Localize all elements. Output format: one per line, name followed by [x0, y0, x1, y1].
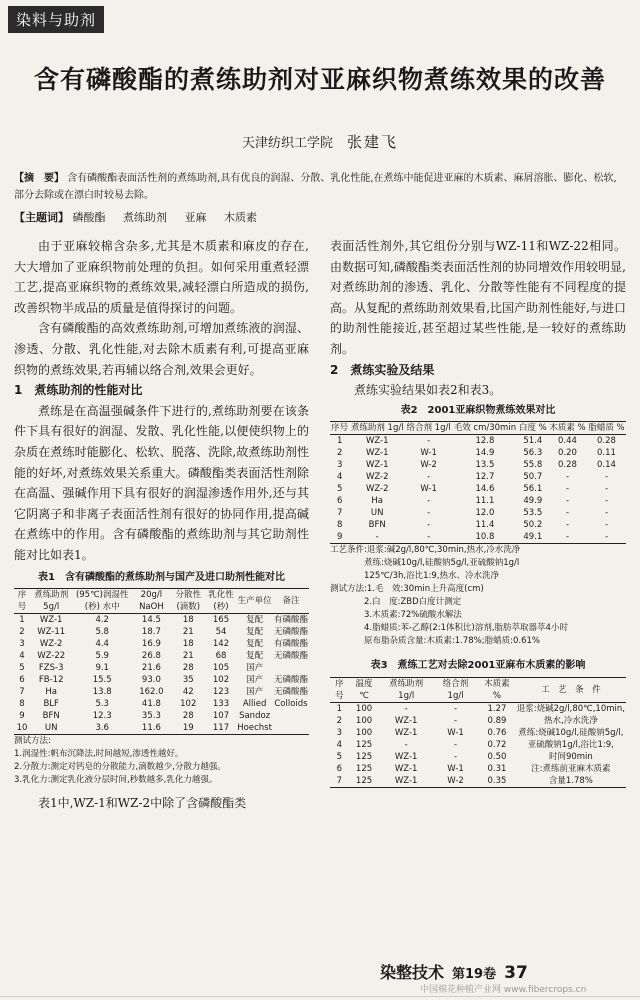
table-cell: -	[604, 484, 609, 495]
table-cell: 0.20	[558, 448, 577, 459]
table-cell: 14.9	[475, 448, 495, 459]
table-cell: 5.3	[95, 699, 109, 710]
table-cell: 102	[212, 675, 230, 686]
table2-header-cell: 毛效 cm/30min	[453, 423, 517, 434]
table3-header-cell: 煮练助剂 1g/l	[379, 677, 433, 702]
table-cell: -	[565, 496, 570, 507]
table-cell: 11.1	[475, 496, 495, 507]
table3-header-cell: 序号	[330, 677, 349, 702]
table-cell: 42	[182, 687, 194, 698]
table-cell: 100	[355, 727, 373, 738]
table-cell: 117	[212, 723, 230, 734]
table-cell: 8	[336, 520, 343, 531]
table-cell	[273, 662, 309, 674]
table1-header-cell: 序号	[14, 589, 30, 614]
intro-paragraph: 由于亚麻较棉含杂多,尤其是木质素和麻皮的存在,大大增加了亚麻织物前处理的负担。如何采用重煮轻漂工艺,提高亚麻织物的煮练效果,减轻漂白所造成的损伤,改善织物半成品的质量是值得探讨的问题。	[14, 239, 309, 315]
table-cell: 1.27	[487, 703, 507, 714]
table2-header-cell: 序号	[331, 423, 349, 434]
table3-header-cell: 工 艺 条 件	[516, 677, 626, 702]
table-note: 工艺条件:退浆:碱2g/l,80℃,30min,热水,冷水洗净	[330, 545, 521, 556]
table-cell: 125	[355, 763, 373, 774]
table-cell: 13.5	[475, 460, 495, 471]
table1-header-cell: 20g/l NaOH	[132, 589, 171, 614]
table-cell: 国产	[246, 687, 264, 698]
table-cell: 50.7	[523, 472, 543, 483]
table-cell: 28	[182, 711, 194, 722]
abstract	[14, 170, 626, 204]
table-cell: -	[604, 532, 609, 543]
table-cell: 21	[182, 627, 194, 638]
table2	[330, 421, 626, 544]
table-cell: 12.8	[475, 436, 495, 447]
table-cell: 9.1	[95, 663, 109, 674]
table-cell: Colloids	[274, 699, 308, 710]
table-cell: 亚硫酸钠1g/l,浴比1:9,	[527, 739, 614, 750]
table-cell: 107	[212, 711, 230, 722]
table-cell: WZ-1	[39, 615, 63, 626]
table-cell: -	[565, 472, 570, 483]
table-cell: -	[427, 472, 431, 483]
table-row	[330, 471, 626, 483]
table-cell: 3	[336, 460, 343, 471]
table-note: 3.木质素:72%硫酸水解法	[330, 610, 462, 621]
table-cell: 0.76	[487, 727, 507, 738]
table-row	[14, 638, 309, 650]
table-cell: 7	[336, 775, 343, 786]
table-cell: WZ-1	[394, 775, 418, 786]
table-cell: 9	[19, 711, 25, 722]
table-cell: 0.28	[558, 460, 577, 471]
volume: 第19卷	[452, 967, 497, 982]
table-cell: 3.6	[95, 723, 109, 734]
table-cell: 123	[212, 687, 230, 698]
table-cell: 复配	[246, 627, 264, 638]
keyword: 木质素	[224, 211, 257, 224]
table-cell: 1	[336, 436, 343, 447]
table-row	[14, 686, 309, 698]
keyword: 磷酸酯	[72, 211, 106, 224]
table-cell: 133	[212, 699, 230, 710]
table-cell: 18.7	[141, 627, 161, 638]
table-cell: 复配	[246, 615, 264, 626]
table1-header-cell: 生产单位	[236, 589, 273, 614]
table-row	[14, 662, 309, 674]
table-cell: 54	[215, 627, 227, 638]
table1-header-cell: 乳化性(秒)	[206, 589, 237, 614]
table-row	[330, 727, 626, 739]
table2-notes	[330, 544, 626, 648]
section2-intro: 煮练实验结果如表2和表3。	[354, 383, 502, 398]
table-row	[330, 775, 626, 788]
table-cell: 12.0	[475, 508, 495, 519]
table-cell: 105	[212, 663, 230, 674]
table-cell: 5	[19, 663, 25, 674]
table-cell: 15.5	[92, 675, 112, 686]
table-cell: 5.9	[95, 651, 109, 662]
table-cell: 0.89	[487, 715, 507, 726]
table-cell: 68	[215, 651, 227, 662]
table-cell: WZ-2	[365, 472, 389, 483]
continuation-paragraph: 表面活性剂外,其它组份分别与WZ-11和WZ-22相同。由数据可知,磷酸酯类表面活性剂的协同增效作用较明显,对煮练助剂的渗透、乳化、分散等性能有不同程度的提高。从复配的煮练助剂效果看,比国产助剂性能好,与进口的助剂性能接近,甚至超过某些性能,是一较好的煮练助剂。	[330, 239, 626, 356]
section-tag: 染料与助剂	[8, 6, 104, 33]
table-cell: WZ-1	[394, 727, 418, 738]
table-cell: 有磷酸酯	[273, 639, 308, 650]
table-cell: -	[604, 496, 609, 507]
table1-header-cell: (95℃)润湿性(秒) 水中	[72, 589, 132, 614]
table-cell: WZ-1	[394, 763, 418, 774]
table-cell: 35.3	[141, 711, 161, 722]
table2-header-cell: 木质素 %	[549, 423, 586, 434]
keyword: 煮练助剂	[123, 211, 167, 224]
table-cell: 41.8	[141, 699, 161, 710]
table-cell: 0.50	[487, 751, 507, 762]
table-cell: 8	[19, 699, 25, 710]
table-cell: 19	[182, 723, 194, 734]
table-cell: 11.4	[475, 520, 495, 531]
table-cell: 复配	[246, 639, 264, 650]
table-cell: 0.44	[558, 436, 577, 447]
journal-name: 染整技术	[380, 963, 445, 982]
table-cell: 含量1.78%	[548, 775, 593, 786]
table-cell	[273, 722, 309, 735]
table-cell: 1	[336, 703, 343, 714]
table-cell: 煮练:烧碱10g/l,硅酸钠5g/l,	[518, 727, 624, 738]
table1-header-cell: 煮练助剂 5g/l	[30, 589, 72, 614]
table-cell: WZ-1	[394, 715, 418, 726]
table-cell: 56.3	[523, 448, 543, 459]
table-cell: -	[454, 715, 458, 726]
table-cell: -	[454, 703, 458, 714]
table3-caption: 表3 煮练工艺对去除2001亚麻布木质素的影响	[370, 660, 586, 672]
table-cell	[273, 710, 309, 722]
table1-caption: 表1 含有磷酸酯的煮练助剂与国产及进口助剂性能对比	[38, 571, 285, 583]
table-cell: WZ-1	[365, 436, 389, 447]
table-cell: 7	[336, 508, 343, 519]
table-row	[330, 435, 626, 448]
table2-header-cell: 白度 %	[518, 423, 547, 434]
keyword: 亚麻	[184, 211, 207, 224]
right-column	[330, 236, 626, 788]
table-cell: W-1	[420, 484, 437, 495]
table2-header-cell: 煮练助剂 1g/l	[350, 423, 404, 434]
table1	[14, 588, 309, 735]
table-cell: 14.5	[141, 615, 161, 626]
table-cell: 6	[336, 763, 343, 774]
table-note: 测试方法:	[14, 736, 51, 747]
table-cell: UN	[44, 723, 58, 734]
table-row	[330, 483, 626, 495]
table-row	[14, 650, 309, 662]
table-cell: W-1	[447, 727, 464, 738]
table-cell: 51.4	[523, 436, 543, 447]
section-heading: 1 煮练助剂的性能对比	[14, 383, 143, 398]
table-cell: 28	[182, 663, 194, 674]
table-cell: FZS-3	[38, 663, 64, 674]
table-cell: 复配	[246, 651, 264, 662]
section1-paragraph: 煮练是在高温强碱条件下进行的,煮练助剂要在该条件下具有很好的润湿、发散、乳化性能,以便使织物上的杂质在煮练时能膨化、松软、脱落、洗除,故煮练助剂性能的好坏,对煮练效果关系重大。磷酸酯类表面活性剂除在高温、强碱作用下具有很好的润湿渗透作用外,还与其它阴离子和非离子表面活性剂有很好的协同作用,提高碱在煮练中的作用。含有磷酸酯的煮练助剂与其它助剂性能对比如表1。	[14, 403, 309, 562]
table-cell: 0.14	[597, 460, 616, 471]
table-cell: 16.9	[141, 639, 161, 650]
table-row	[14, 614, 309, 627]
table2-header-cell: 脂蜡质 %	[588, 423, 625, 434]
table-cell: 无磷酸酯	[273, 675, 308, 686]
table-cell: W-1	[420, 448, 437, 459]
table-row	[14, 698, 309, 710]
table-cell: -	[427, 532, 431, 543]
table-cell: BLF	[43, 699, 59, 710]
table-cell: 4	[19, 651, 25, 662]
table-cell: 退浆:烧碱2g/l,80℃,10min,	[516, 703, 625, 714]
table-row	[330, 519, 626, 531]
table-cell: -	[454, 739, 458, 750]
table-cell: 6	[19, 675, 25, 686]
table3-header-cell: 温度 ℃	[349, 677, 380, 702]
table-cell: WZ-2	[39, 639, 63, 650]
table-cell: Hoechst	[237, 723, 272, 734]
table-cell: -	[565, 508, 570, 519]
table-cell: 93.0	[141, 675, 161, 686]
table-cell: 100	[355, 715, 373, 726]
table-cell: 国产	[246, 675, 264, 686]
table-row	[14, 710, 309, 722]
table-cell: 2	[336, 715, 343, 726]
table-cell: 4	[336, 739, 343, 750]
table-cell: -	[565, 484, 570, 495]
table-cell: UN	[370, 508, 384, 519]
table-cell: 无磷酸酯	[273, 627, 308, 638]
table-row	[330, 531, 626, 544]
table-cell: 162.0	[139, 687, 164, 698]
table-cell: 21.6	[141, 663, 161, 674]
watermark: 中国棉花种植产业网 www.fibercrops.cn	[420, 985, 587, 995]
table-cell: FB-12	[38, 675, 64, 686]
table-cell: 时间90min	[548, 751, 593, 762]
table-cell: 18	[182, 639, 194, 650]
table-cell: 102	[180, 699, 197, 710]
table-cell: -	[565, 520, 570, 531]
table-cell: 125	[355, 739, 373, 750]
intro-paragraph: 含有磷酸酯的高效煮练助剂,可增加煮练液的润湿、渗透、分散、乳化性能,对去除木质素有利,可提高亚麻织物的煮练效果,若再辅以络合剂,效果会更好。	[14, 321, 309, 377]
table-row	[330, 751, 626, 763]
table-row	[330, 495, 626, 507]
table2-header-cell: 络合剂 1g/l	[406, 423, 451, 434]
table-cell: 49.9	[523, 496, 543, 507]
table-cell: 10.8	[475, 532, 495, 543]
table-cell: W-2	[420, 460, 437, 471]
table-cell: WZ-22	[37, 651, 66, 662]
table-cell: -	[427, 508, 431, 519]
table-row	[14, 674, 309, 686]
table-cell: 0.72	[487, 739, 507, 750]
table1-header-cell: 分散性(滴数)	[171, 589, 206, 614]
table-note: 125℃/3h,浴比1:9,热水、冷水洗净	[330, 571, 500, 582]
table-row	[14, 626, 309, 638]
table3-header-cell: 木质素 %	[478, 677, 516, 702]
table-cell: 注:煮练前亚麻木质素	[531, 763, 611, 774]
table-cell: 2	[336, 448, 343, 459]
table-cell: BFN	[42, 711, 60, 722]
table-cell: 4	[336, 472, 343, 483]
table-cell: 12.7	[475, 472, 495, 483]
table-cell: Allied	[242, 699, 267, 710]
table-cell: -	[375, 532, 379, 543]
table-cell: 49.1	[523, 532, 543, 543]
table-cell: 12.3	[92, 711, 112, 722]
table-cell: 21	[182, 651, 194, 662]
table-cell: 4.2	[95, 615, 109, 626]
table-cell: WZ-1	[365, 460, 389, 471]
page-footer	[380, 960, 528, 983]
table-row	[330, 739, 626, 751]
table-cell: -	[427, 496, 431, 507]
table-note: 1.润湿性:帆布沉降法,时间越短,渗透性越好。	[14, 749, 184, 760]
table-cell: WZ-1	[394, 751, 418, 762]
table-cell: W-2	[447, 775, 464, 786]
section-heading: 2 煮练实验及结果	[330, 362, 435, 377]
table-note: 4.脂蜡质:苯-乙醇(2:1体积比)溶剂,脂肪萃取器萃4小时	[330, 623, 568, 634]
table-cell: 13.8	[92, 687, 112, 698]
table-cell: 53.5	[523, 508, 543, 519]
table2-caption: 表2 2001亚麻织物煮练效果对比	[400, 404, 556, 416]
table-cell: -	[404, 703, 408, 714]
table-cell: 50.2	[523, 520, 543, 531]
table-cell: 2	[19, 627, 25, 638]
table-cell: 11.6	[141, 723, 161, 734]
table-cell: BFN	[368, 520, 386, 531]
table-note: 原布脂杂质含量:木质素:1.78%;脂蜡质:0.61%	[330, 636, 540, 647]
table-cell: 142	[212, 639, 230, 650]
table-cell: 56.1	[523, 484, 543, 495]
institution: 天津纺织工学院	[241, 136, 333, 151]
table-row	[330, 702, 626, 715]
table-note: 煮练:烧碱10g/l,硅酸钠5g/l,亚硫酸钠1g/l	[330, 558, 520, 569]
table-note: 3.乳化力:测定乳化液分层时间,秒数越多,乳化力越强。	[14, 775, 218, 786]
table-cell: 0.35	[487, 775, 507, 786]
table-cell: 无磷酸酯	[273, 687, 308, 698]
author: 张建飞	[347, 133, 399, 151]
table-cell: -	[427, 436, 431, 447]
table-cell: 3	[19, 639, 25, 650]
article-title: 含有磷酸酯的煮练助剂对亚麻织物煮练效果的改善	[33, 65, 606, 94]
table-cell: WZ-1	[365, 448, 389, 459]
table-cell: 5.8	[95, 627, 109, 638]
table-cell: 3	[336, 727, 343, 738]
table-cell: 6	[336, 496, 343, 507]
table-cell: 0.31	[487, 763, 507, 774]
table-cell: 热水,冷水洗净	[544, 715, 598, 726]
table-note: 2.白 度:ZBD白度计测定	[330, 597, 462, 608]
table-cell: WZ-11	[37, 627, 66, 638]
table1-header-cell: 备注	[273, 589, 309, 614]
table-cell: -	[604, 520, 609, 531]
table-note: 2.分散力:测定对钙皂的分散能力,滴数越少,分散力越强。	[14, 762, 226, 773]
table-cell: 无磷酸酯	[273, 651, 308, 662]
table-cell: 55.8	[523, 460, 543, 471]
abstract-label: 【摘 要】	[14, 173, 64, 184]
table-row	[330, 507, 626, 519]
table-row	[14, 722, 309, 735]
left-column	[14, 236, 309, 814]
keywords	[14, 209, 626, 225]
abstract-text: 含有磷酸酯表面活性剂的煮练助剂,具有优良的润湿、分散、乳化性能,在煮练中能促进亚麻的木质素、麻屑溶胀、膨化、松软,部分去除或在漂白时较易去除。	[14, 173, 617, 201]
table-cell: 100	[355, 703, 373, 714]
table-cell: 0.28	[597, 436, 616, 447]
table-cell: 14.6	[475, 484, 495, 495]
table1-notes	[14, 735, 309, 787]
table-cell: 26.8	[141, 651, 161, 662]
table-cell: -	[565, 532, 570, 543]
table-cell: 4.4	[95, 639, 109, 650]
table-cell: 125	[355, 775, 373, 786]
table-cell: -	[604, 472, 609, 483]
table-cell: -	[427, 520, 431, 531]
closing-line: 表1中,WZ-1和WZ-2中除了含磷酸酯类	[38, 796, 247, 811]
page-number: 37	[504, 963, 528, 983]
table-row	[330, 763, 626, 775]
table-cell: W-1	[447, 763, 464, 774]
table-cell: 国产	[246, 663, 264, 674]
table-cell: -	[454, 751, 458, 762]
table-note: 测试方法:1.毛 效:30min上升高度(cm)	[330, 584, 484, 595]
table-cell: 10	[16, 723, 28, 734]
table-cell: 0.11	[597, 448, 616, 459]
table-cell: Ha	[45, 687, 57, 698]
table-cell: 35	[182, 675, 194, 686]
table-cell: WZ-2	[365, 484, 389, 495]
table-cell: 9	[336, 532, 343, 543]
table-cell: 165	[212, 615, 230, 626]
table-cell: 5	[336, 751, 343, 762]
table3-header-cell: 络合剂 1g/l	[433, 677, 478, 702]
table-cell: 125	[355, 751, 373, 762]
table-cell: Sandoz	[239, 711, 271, 722]
table-row	[330, 459, 626, 471]
table-cell: 7	[19, 687, 25, 698]
keywords-label: 【主题词】	[14, 211, 69, 224]
table-cell: -	[404, 739, 408, 750]
bottom-rule	[0, 996, 640, 997]
table-cell: 5	[336, 484, 343, 495]
byline	[0, 131, 640, 152]
table-cell: 有磷酸酯	[273, 615, 308, 626]
table-cell: Ha	[371, 496, 384, 507]
table-cell: -	[604, 508, 609, 519]
table-cell: 1	[19, 615, 25, 626]
table3	[330, 677, 626, 788]
table-row	[330, 715, 626, 727]
table-row	[330, 447, 626, 459]
table-cell: 18	[182, 615, 194, 626]
